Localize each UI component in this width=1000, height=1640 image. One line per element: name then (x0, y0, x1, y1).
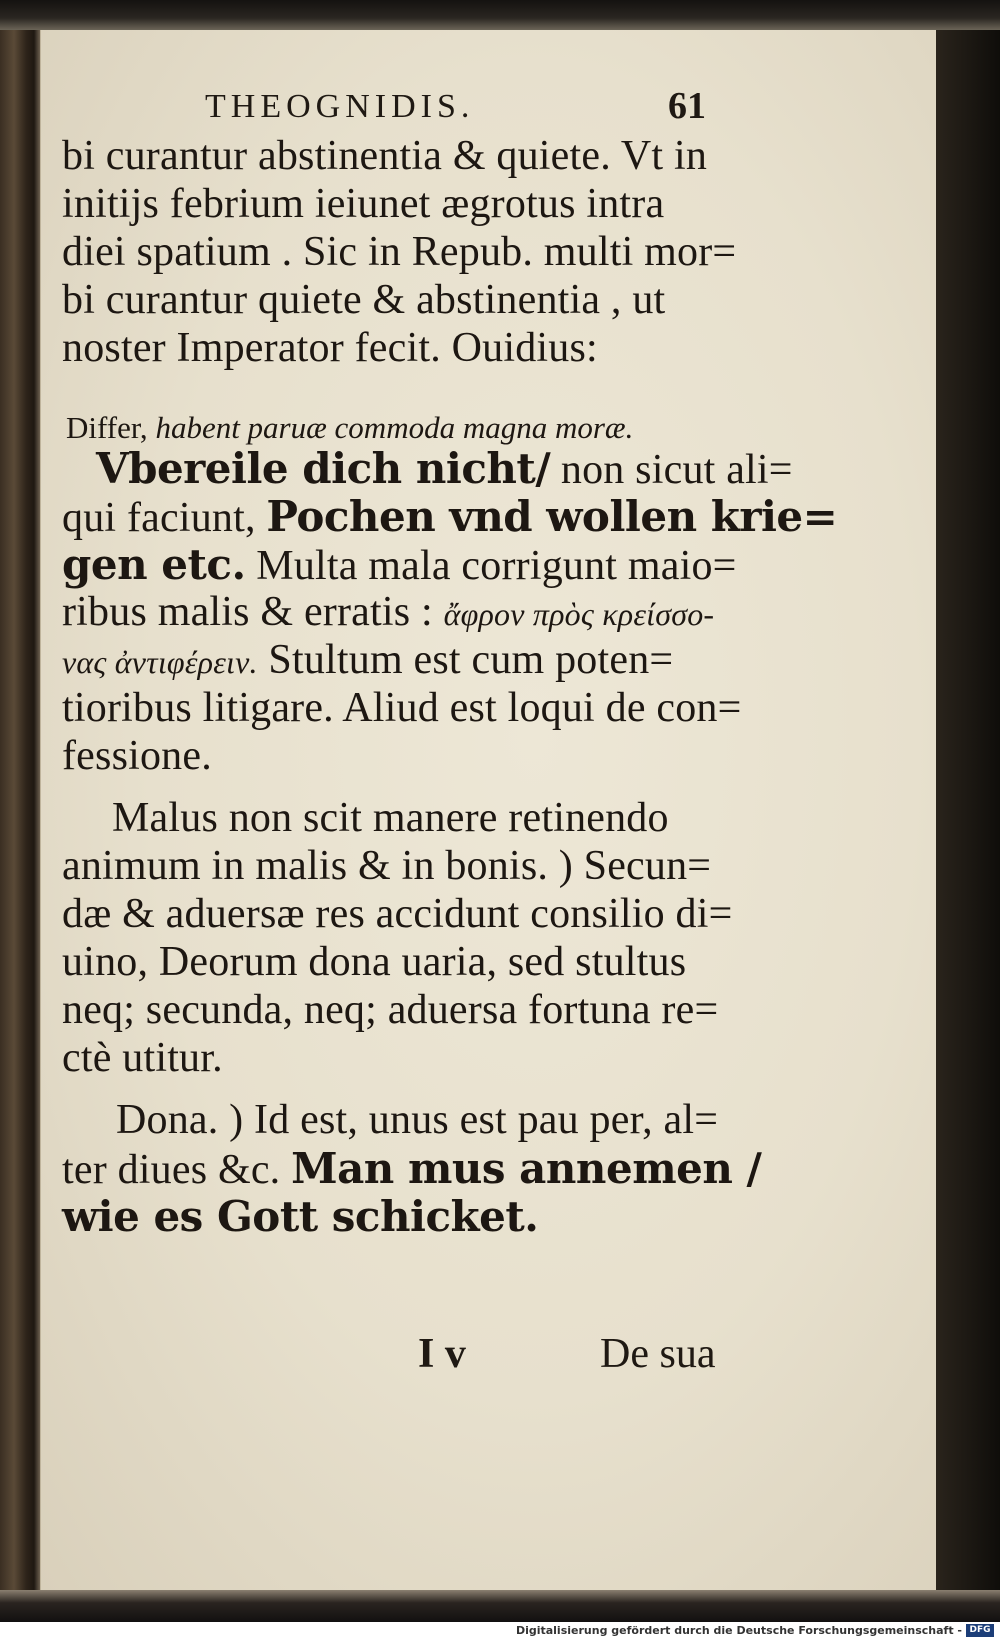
quote-rest: habent paruæ commoda magna moræ. (147, 410, 634, 445)
scan-top-edge (0, 0, 1000, 30)
text-line: animum in malis & in bonis. ) Secun= (62, 843, 712, 889)
text-line: ctè utitur. (62, 1035, 223, 1081)
text-line: dæ & aduersæ res accidunt consilio di= (62, 891, 733, 937)
text-line: bi curantur abstinentia & quiete. Vt in (62, 133, 708, 179)
text-line: fessione. (62, 733, 212, 779)
text-line (62, 1144, 761, 1194)
text-line (62, 540, 737, 590)
quote-lead: Differ, (66, 410, 148, 445)
latin-text: ter diues &c. (62, 1147, 292, 1193)
german-text: Pochen vnd wollen krie= (266, 492, 838, 541)
text-line (62, 492, 837, 542)
text-line (62, 636, 673, 684)
text-line: noster Imperator fecit. Ouidius: (62, 325, 598, 371)
latin-text: non sicut ali= (550, 447, 793, 493)
latin-text: Stultum est cum poten= (257, 637, 674, 683)
text-line (62, 588, 714, 636)
greek-text: ἄφρον πρὸς κρείσσο- (443, 596, 715, 632)
dfg-logo-icon: DFG (966, 1624, 994, 1637)
running-head: THEOGNIDIS. (205, 88, 475, 125)
scan-bottom-edge (0, 1590, 1000, 1622)
footer-credit: Digitalisierung gefördert durch die Deutsche Forschungsgemeinschaft - (515, 1624, 962, 1637)
latin-text: Multa mala corrigunt maio= (245, 543, 737, 589)
text-line: diei spatium . Sic in Repub. multi mor= (62, 229, 737, 275)
ovid-quote (66, 410, 633, 446)
folio-number: 61 (668, 85, 706, 127)
latin-text: qui faciunt, (62, 495, 267, 541)
text-line: neq; secunda, neq; aduersa fortuna re= (62, 987, 719, 1033)
latin-text: ribus malis & erratis : (62, 589, 444, 635)
signature-mark: I v (418, 1331, 466, 1377)
german-text: wie es Gott schicket. (62, 1192, 539, 1241)
text-line: bi curantur quiete & abstinentia , ut (62, 277, 666, 323)
text-line: Malus non scit manere retinendo (112, 795, 669, 841)
text-line (96, 444, 793, 494)
german-text: Vbereile dich nicht/ (96, 444, 551, 493)
german-text: gen etc. (62, 540, 246, 589)
text-line (62, 1192, 538, 1242)
german-text: Man mus annemen / (291, 1144, 762, 1193)
greek-text: νας ἀντιφέρειν. (62, 644, 258, 680)
text-line: tioribus litigare. Aliud est loqui de con= (62, 685, 742, 731)
catchword: De sua (600, 1331, 716, 1377)
text-line: initijs febrium ieiunet ægrotus intra (62, 181, 665, 227)
text-line: Dona. ) Id est, unus est pau per, al= (116, 1097, 719, 1143)
text-line: uino, Deorum dona uaria, sed stultus (62, 939, 687, 985)
